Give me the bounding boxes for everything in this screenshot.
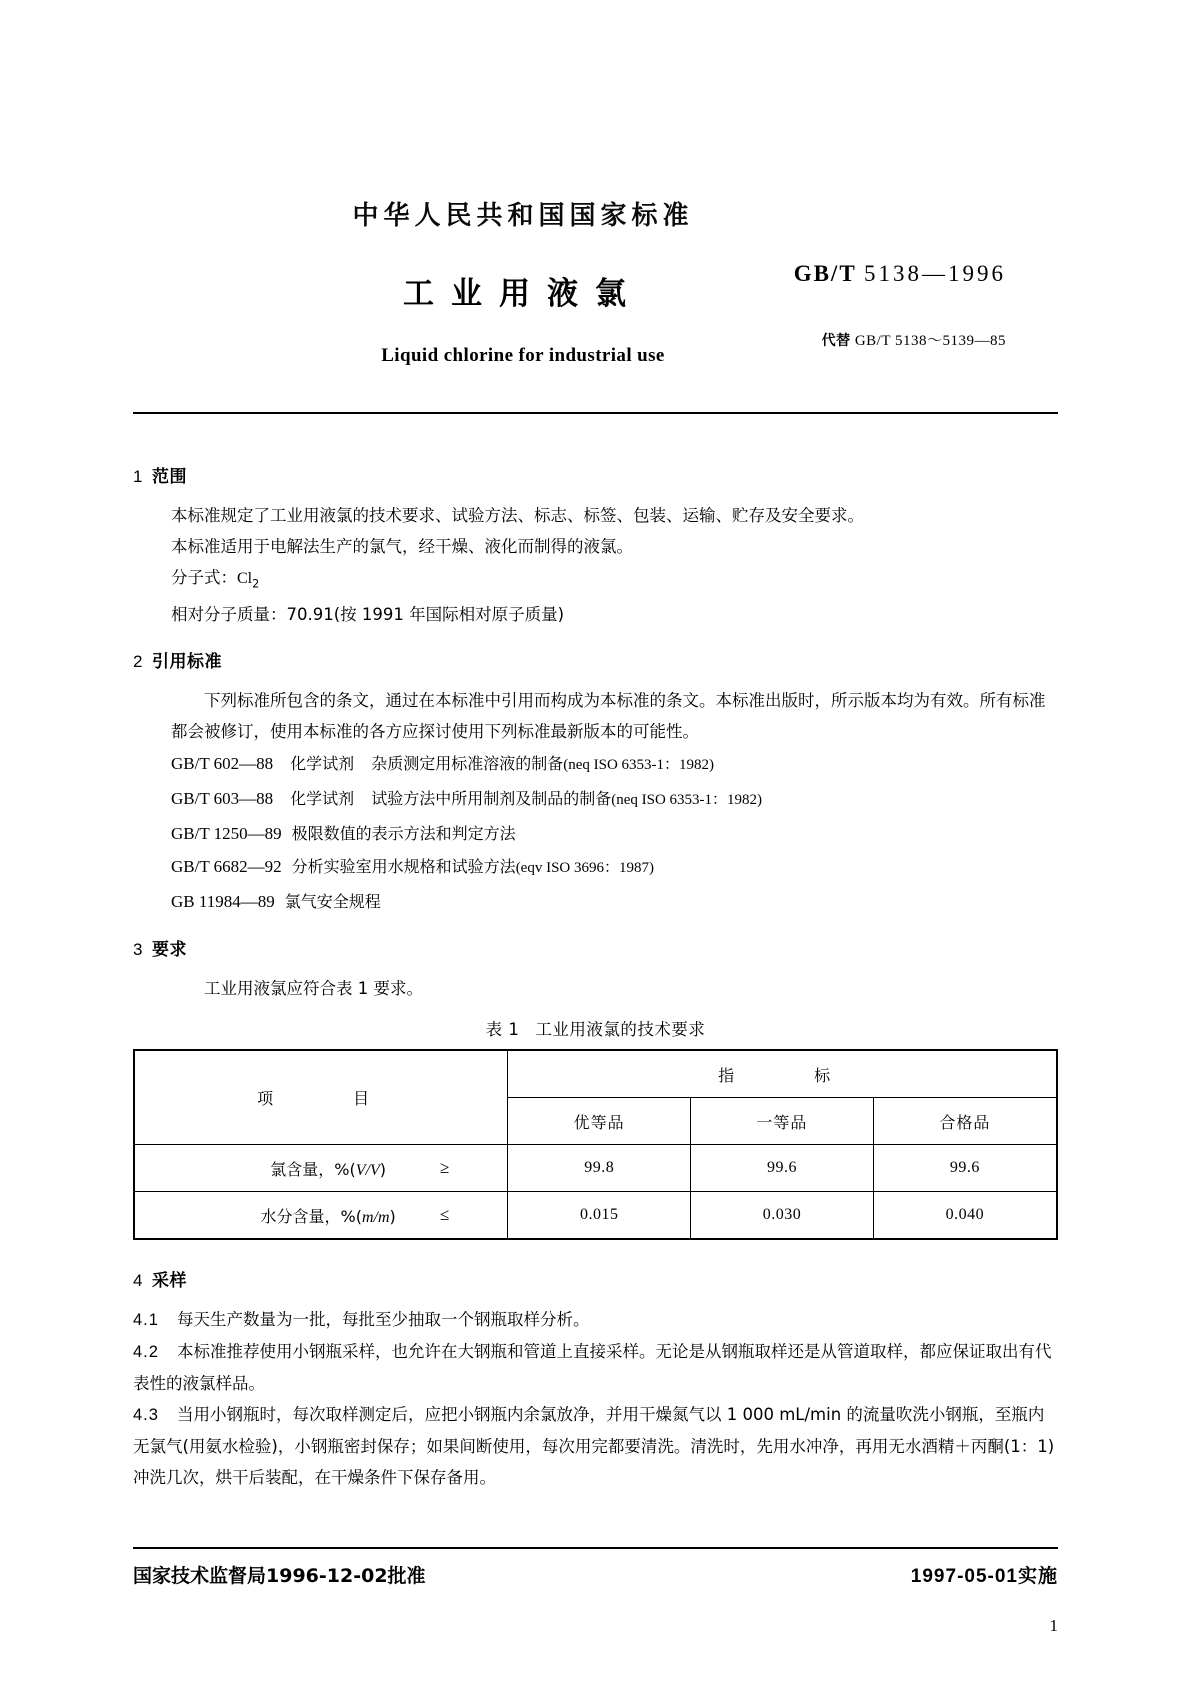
table-row-item-chlorine-content (134, 1145, 508, 1192)
table-grade-header-qualified: 合格品 (873, 1098, 1057, 1145)
reference-name-b: 极限数值的表示方法和判定方法 (291, 824, 516, 844)
reference-iso: (eqv ISO 3696：1987) (515, 860, 655, 877)
table-cell-value: 99.6 (873, 1145, 1057, 1192)
document-title-cn: 工业用液氯 (403, 276, 643, 312)
row-item-tail: ) (389, 1206, 396, 1226)
molecular-formula-label: 分子式： (171, 568, 237, 587)
reference-code: GB/T 602—88 (171, 754, 274, 774)
section-2-paragraph-1: 下列标准所包含的条文，通过在本标准中引用而构成为本标准的条文。本标准出版时，所示版本均为有效。所有标准都会被修订，使用本标准的各方应探讨使用下列标准最新版本的可能性。 (171, 691, 1046, 742)
row-comparison-sign: ≥ (439, 1158, 450, 1178)
replaces-value: GB/T 5138～5139—85 (854, 333, 1006, 349)
section-heading-4 (133, 1266, 1058, 1291)
clause-4-3 (133, 1399, 1058, 1493)
reference-code: GB/T 603—88 (171, 789, 274, 809)
table-header-row-1 (134, 1050, 1057, 1098)
table-cell-value: 0.015 (508, 1192, 691, 1240)
clause-4-1 (133, 1304, 1058, 1336)
reference-iso: (neq ISO 6353-1：1982) (611, 792, 763, 809)
document-masthead (0, 195, 1191, 367)
clause-4-3-text: 当用小钢瓶时，每次取样测定后，应把小钢瓶内余氯放净，并用干燥氮气以 1 000 mL/min 的流量吹洗小钢瓶，至瓶内无氯气(用氨水检验)，小钢瓶密封保存；如果间断使用，每次用完都要清洗。清洗时，先用水冲净，再用无水酒精＋丙酮(1：1)冲洗几次，烘干后装配，在干燥条件下保存备用。 (133, 1405, 1055, 1488)
table-col-group-header (508, 1050, 1057, 1098)
clause-4-2 (133, 1336, 1058, 1399)
replaces-label: 代替 (821, 333, 851, 349)
section-2-title: 引用标准 (151, 652, 222, 673)
table-row (134, 1192, 1057, 1240)
row-comparison-sign: ≤ (439, 1205, 450, 1225)
reference-name-b: 氯气安全规程 (284, 892, 381, 912)
table-row-item-water-content (134, 1192, 508, 1240)
table-row (134, 1145, 1057, 1192)
section-3-title: 要求 (151, 940, 187, 961)
issuing-authority-line: 中华人民共和国国家标准 (352, 201, 694, 231)
document-title-en: Liquid chlorine for industrial use (381, 345, 665, 366)
section-1-paragraph-2: 本标准适用于电解法生产的氯气，经干燥、液化而制得的液氯。 (171, 537, 633, 556)
molecular-formula-subscript: 2 (252, 577, 260, 591)
section-2-number: 2 (133, 652, 143, 672)
row-item-unit: m/m (361, 1208, 390, 1226)
clause-4-2-number: 4.2 (133, 1343, 159, 1362)
table-caption-title: 工业用液氯的技术要求 (535, 1020, 706, 1040)
footer-effective-date: 1997-05-01实施 (910, 1566, 1058, 1587)
reference-iso: (neq ISO 6353-1：1982) (563, 757, 715, 774)
table-grade-header-superior: 优等品 (508, 1098, 691, 1145)
section-1-paragraph-1: 本标准规定了工业用液氯的技术要求、试验方法、标志、标签、包装、运输、贮存及安全要求。 (171, 506, 864, 525)
relative-molecular-mass-line: 相对分子质量：70.91(按 1991 年国际相对原子质量) (171, 605, 565, 625)
reference-code: GB/T 1250—89 (171, 824, 282, 844)
table-cell-value: 0.030 (691, 1192, 874, 1240)
row-item-name: 水分含量，%( (260, 1206, 362, 1226)
table-caption (133, 1016, 1058, 1040)
section-heading-1 (133, 462, 1058, 487)
table-caption-label: 表 1 (485, 1020, 520, 1040)
row-item-unit: V/V (355, 1161, 380, 1179)
section-3-paragraph-1: 工业用液氯应符合表 1 要求。 (204, 979, 423, 999)
table-grade-header-first: 一等品 (691, 1098, 874, 1145)
molecular-formula-line (133, 562, 1058, 599)
reference-code: GB/T 6682—92 (171, 857, 282, 877)
reference-name-a: 化学试剂 (290, 754, 355, 774)
reference-standard-item (133, 782, 1058, 817)
page-number: 1 (1049, 1616, 1058, 1635)
clause-4-2-text: 本标准推荐使用小钢瓶采样，也允许在大钢瓶和管道上直接采样。无论是从钢瓶取样还是从管道取样，都应保证取出有代表性的液氯样品。 (133, 1342, 1052, 1394)
molecular-formula-value: Cl (237, 570, 253, 587)
section-1-number: 1 (133, 467, 143, 486)
section-4-title: 采样 (151, 1271, 187, 1292)
reference-standard-item (133, 885, 1058, 918)
table-cell-value: 0.040 (873, 1192, 1057, 1240)
section-heading-2 (133, 647, 1058, 672)
section-heading-3 (133, 935, 1058, 960)
section-1-title: 范围 (151, 467, 187, 487)
reference-standard-item (133, 850, 1058, 885)
reference-name-b: 试验方法中所用制剂及制品的制备 (371, 789, 612, 809)
standard-number (794, 261, 1006, 287)
standard-number-prefix: GB/T (793, 261, 857, 286)
reference-standard-item (133, 817, 1058, 850)
clause-4-1-number: 4.1 (133, 1311, 159, 1330)
section-3-number: 3 (133, 940, 143, 960)
row-item-tail: ) (379, 1159, 386, 1179)
reference-code: GB 11984—89 (171, 892, 275, 912)
table-cell-value: 99.8 (508, 1145, 691, 1192)
reference-standard-item (133, 747, 1058, 782)
table-cell-value: 99.6 (691, 1145, 874, 1192)
table-col-item-header (134, 1050, 508, 1145)
standard-number-value: 5138—1996 (864, 261, 1006, 286)
reference-name-a: 化学试剂 (290, 789, 355, 809)
table-col-item-label: 项 目 (257, 1089, 386, 1109)
reference-name-b: 分析实验室用水规格和试验方法 (291, 857, 516, 877)
document-body (133, 462, 1058, 1493)
header-divider (133, 412, 1058, 414)
footer-divider (133, 1547, 1058, 1549)
clause-4-3-number: 4.3 (133, 1406, 159, 1425)
reference-name-b: 杂质测定用标准溶液的制备 (371, 754, 564, 774)
replaces-note (822, 329, 1006, 350)
row-item-name: 氯含量，%( (270, 1159, 356, 1179)
clause-4-1-text: 每天生产数量为一批，每批至少抽取一个钢瓶取样分析。 (177, 1310, 590, 1330)
technical-requirements-table (133, 1049, 1058, 1240)
document-footer (133, 1561, 1058, 1588)
footer-approval: 国家技术监督局1996-12-02批准 (133, 1565, 426, 1587)
table-col-group-label: 指 标 (718, 1065, 847, 1085)
section-4-number: 4 (133, 1271, 143, 1291)
